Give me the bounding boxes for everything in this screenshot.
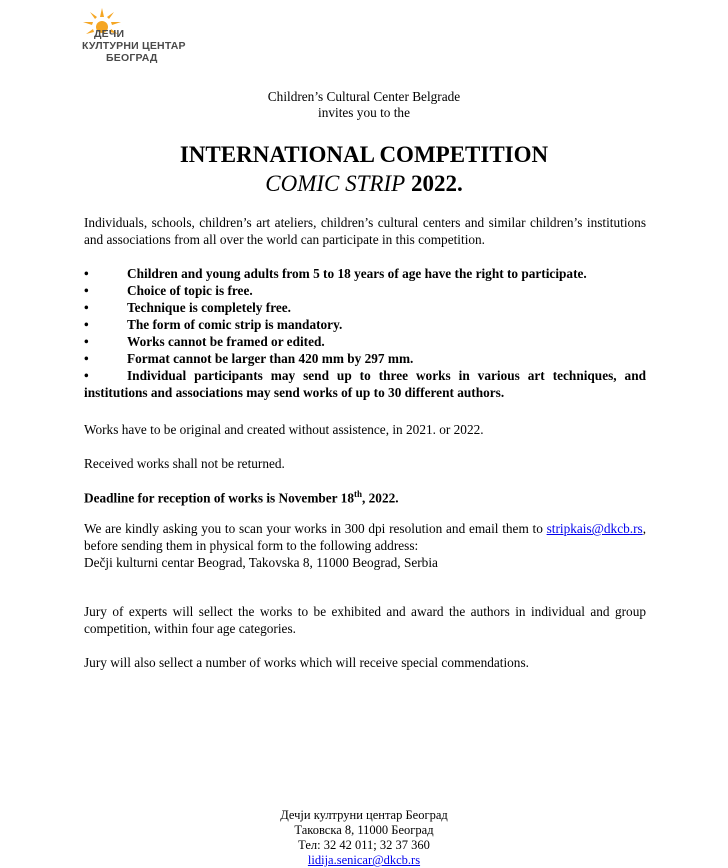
logo-text-line3: БЕОГРАД: [106, 52, 158, 64]
organizer-line: Children’s Cultural Center Belgrade: [267, 89, 461, 104]
eligibility-paragraph: [84, 214, 646, 248]
deadline-paragraph: [84, 486, 646, 506]
bullet-icon: •: [84, 317, 89, 332]
bullet-icon: •: [84, 368, 89, 383]
footer-address: Таковска 8, 11000 Београд: [294, 823, 434, 837]
footer-contact: [0, 808, 728, 868]
submission-email-link[interactable]: stripkais@dkcb.rs: [546, 521, 643, 536]
jury-text-2: Jury will also sellect a number of works which will receive special commendations.: [84, 655, 529, 670]
scan-request-paragraph: [84, 520, 646, 571]
logo-text-line2: КУЛТУРНИ ЦЕНТАР: [82, 40, 186, 52]
title-line1: INTERNATIONAL COMPETITION: [179, 142, 549, 167]
rule-item: • Works cannot be framed or edited.: [84, 334, 325, 349]
rules-list-container: [84, 265, 646, 401]
jury-paragraph-2: [84, 654, 646, 671]
bullet-icon: •: [84, 266, 89, 281]
footer-org-name: Дечји култруни центар Београд: [280, 808, 448, 822]
footer-phone: Тел: 32 42 011; 32 37 360: [298, 838, 430, 852]
rule-item: • Technique is completely free.: [84, 300, 291, 315]
bullet-icon: •: [84, 334, 89, 349]
bullet-icon: •: [84, 283, 89, 298]
rules-list: [84, 265, 646, 401]
invite-line: invites you to the: [318, 105, 410, 120]
footer-email-link[interactable]: lidija.senicar@dkcb.rs: [307, 853, 421, 867]
returns-text: Received works shall not be returned.: [84, 456, 285, 471]
logo-text-line1: ДЕЧИ: [94, 28, 125, 40]
rule-item: • Format cannot be larger than 420 mm by 297 mm.: [84, 351, 414, 366]
eligibility-text: Individuals, schools, children’s art ateliers, children’s cultural centers and similar children’s institutions and associations from all over the world can participate in this competition.: [84, 215, 646, 247]
rule-item: • Choice of topic is free.: [84, 283, 253, 298]
jury-text-1: Jury of experts will sellect the works to be exhibited and award the authors in individual and group competition, within four age categories.: [84, 604, 646, 636]
deadline-text: Deadline for reception of works is November 18th, 2022.: [84, 489, 399, 506]
bullet-icon: •: [84, 351, 89, 366]
rule-item: • Individual participants may send up to three works in various art techniques, and institutions and associations may send works of up to 30 different authors.: [84, 368, 646, 400]
rule-item: • The form of comic strip is mandatory.: [84, 317, 343, 332]
competition-title: [0, 140, 728, 198]
title-line2: [0, 169, 728, 198]
rule-item: • Children and young adults from 5 to 18 years of age have the right to participate.: [84, 266, 587, 281]
dkcb-logo: [80, 6, 190, 76]
title-comic-strip: COMIC STRIP: [265, 171, 406, 196]
originality-paragraph: [84, 421, 646, 438]
returns-paragraph: [84, 455, 646, 472]
originality-text: Works have to be original and created without assistence, in 2021. or 2022.: [84, 422, 484, 437]
title-year: 2022.: [405, 171, 463, 196]
mailing-address: Dečji kulturni centar Beograd, Takovska 8, 11000 Beograd, Serbia: [84, 555, 438, 570]
jury-paragraph-1: [84, 603, 646, 637]
intro-block: [0, 89, 728, 121]
scan-request-text: We are kindly asking you to scan your works in 300 dpi resolution and email them to stripkais@dkcb.rs, before sending them in physical form to the following address:: [84, 521, 647, 553]
bullet-icon: •: [84, 300, 89, 315]
